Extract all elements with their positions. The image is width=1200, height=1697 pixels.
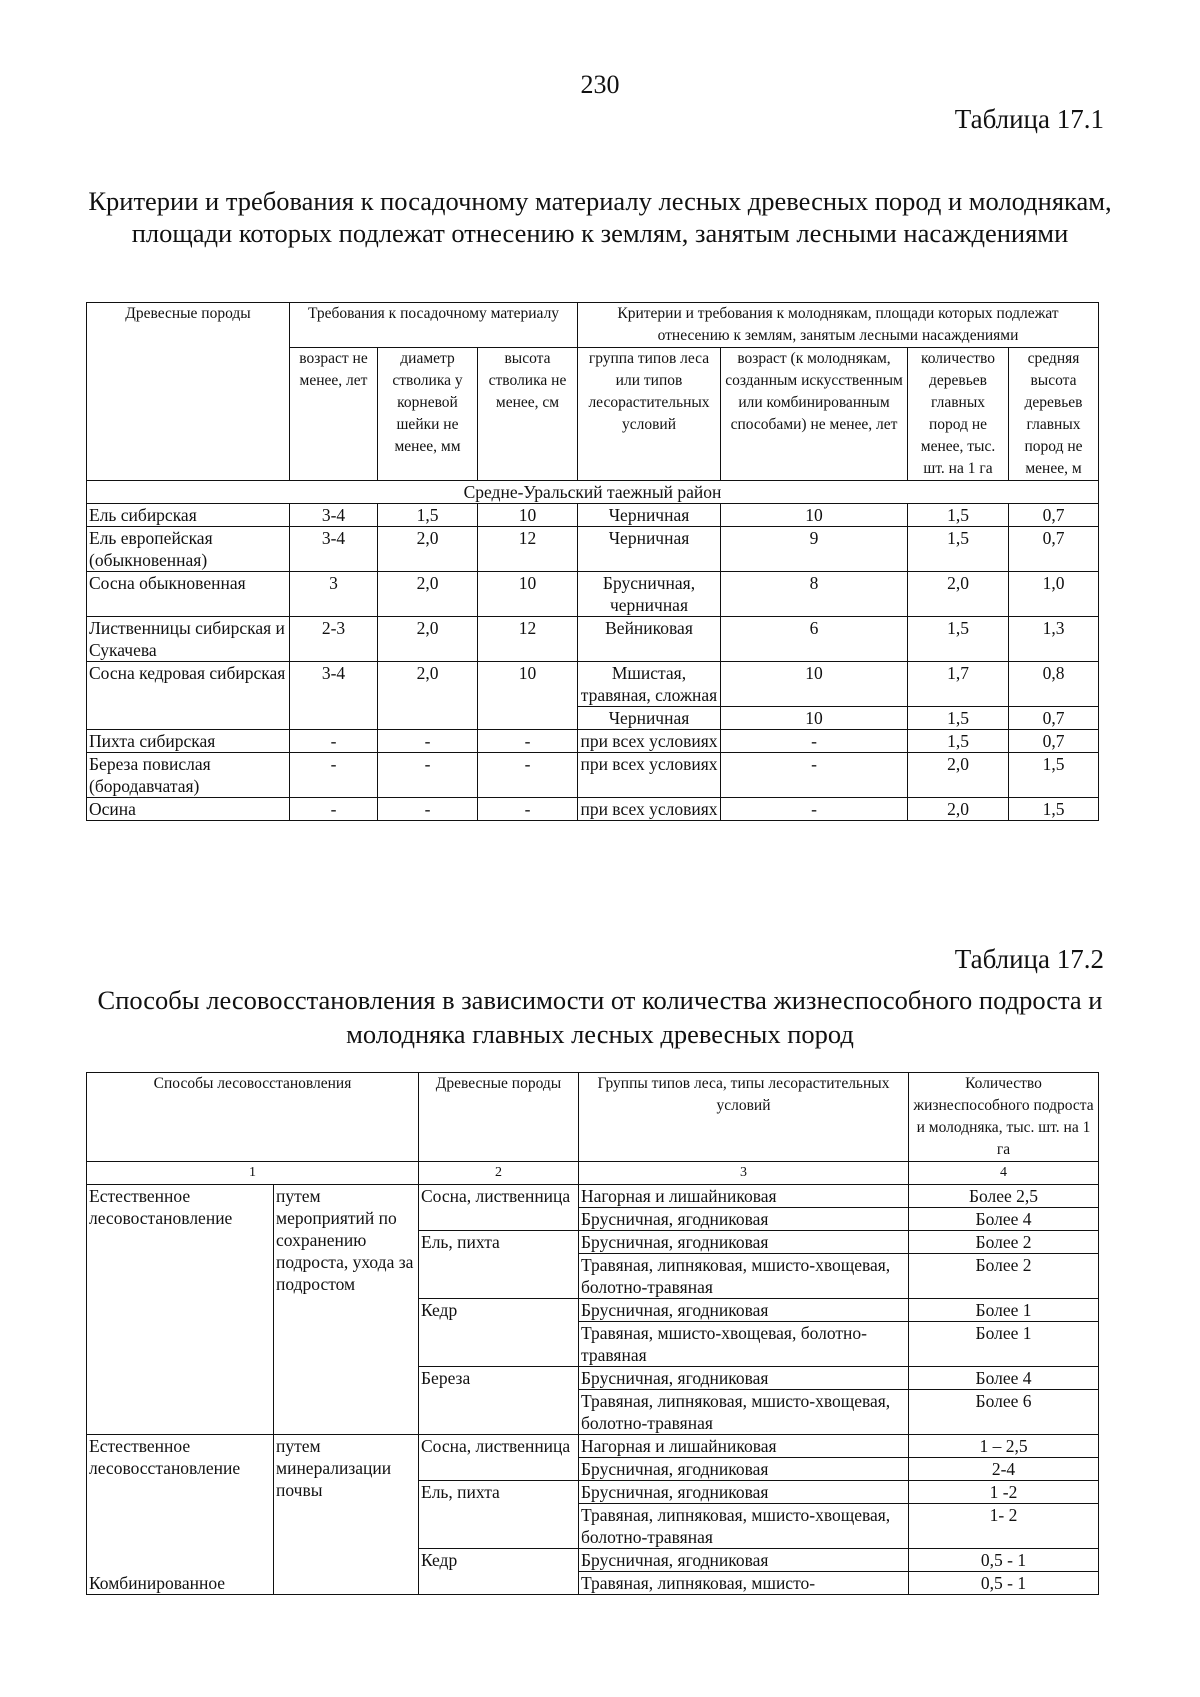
table1-caption: Таблица 17.1	[954, 104, 1104, 134]
species-cell: Ель европейская (обыкновенная)	[87, 527, 290, 572]
header-species: Древесные породы	[419, 1073, 579, 1162]
species-cell: Ель, пихта	[419, 1231, 579, 1299]
table-row: Естественное лесовосстановление путем минерализации почвы Сосна, лиственница Нагорная и лишайниковая 1 – 2,5	[87, 1435, 1099, 1458]
table-row: Черничная 10 1,5 0,7	[87, 707, 1099, 730]
table-row: Лиственницы сибирская и Сукачева 2-3 2,0 12 Вейниковая 6 1,5 1,3	[87, 617, 1099, 662]
table-row: Травяная, липняковая, мшисто- 0,5 - 1	[87, 1572, 1099, 1595]
page-number: 230	[580, 70, 620, 99]
table2-title: Способы лесовосстановления в зависимости от количества жизнеспособного подроста и молодняка главных лесных древесных пород	[97, 985, 1103, 1049]
species-cell: Осина	[87, 798, 290, 821]
header-height: высота стволика не менее, см	[478, 348, 578, 481]
table-row: Береза повислая (бородавчатая) - - - при всех условиях - 2,0 1,5	[87, 753, 1099, 798]
table-row: Пихта сибирская - - - при всех условиях - 1,5 0,7	[87, 730, 1099, 753]
header-forest-type: группа типов леса или типов лесорастительных условий	[578, 348, 721, 481]
table-row: Сосна кедровая сибирская 3-4 2,0 10 Мшистая, травяная, сложная 10 1,7 0,8	[87, 662, 1099, 707]
submethod-cell: путем мероприятий по сохранению подроста, ухода за подростом	[274, 1185, 419, 1435]
col-number: 4	[909, 1162, 1099, 1185]
table-row: Естественное лесовостановление путем мероприятий по сохранению подроста, ухода за подростом Сосна, лиственница Нагорная и лишайниковая Более 2,5	[87, 1185, 1099, 1208]
table-row: Травяная, липняковая, мшисто-хвощевая, болотно-травяная Более 2	[87, 1254, 1099, 1299]
table-row: Ель сибирская 3-4 1,5 10 Черничная 10 1,5 0,7	[87, 504, 1099, 527]
table2	[86, 1072, 1099, 1595]
col-number: 1	[87, 1162, 419, 1185]
method-cell: Комбинированное	[87, 1549, 274, 1595]
table-row: Брусничная, ягодниковая Более 4	[87, 1208, 1099, 1231]
region-row: Средне-Уральский таежный район	[87, 481, 1099, 504]
header-methods: Способы лесовосстановления	[87, 1073, 419, 1162]
species-cell: Сосна кедровая сибирская	[87, 662, 290, 730]
header-groups: Группы типов леса, типы лесорастительных условий	[579, 1073, 909, 1162]
table-row: Сосна обыкновенная 3 2,0 10 Брусничная, черничная 8 2,0 1,0	[87, 572, 1099, 617]
header-young-group: Критерии и требования к молоднякам, площади которых подлежат отнесению к землям, занятым лесными насаждениями	[578, 303, 1099, 348]
table-row: Ель, пихта Брусничная, ягодниковая Более 2	[87, 1231, 1099, 1254]
species-cell: Кедр	[419, 1549, 579, 1595]
species-cell: Береза повислая (бородавчатая)	[87, 753, 290, 798]
species-cell: Сосна, лиственница	[419, 1185, 579, 1231]
table-row: Береза Брусничная, ягодниковая Более 4	[87, 1367, 1099, 1390]
header-avg-height: средняя высота деревьев главных пород не менее, м	[1009, 348, 1099, 481]
table-row: Комбинированное Кедр Брусничная, ягодниковая 0,5 - 1	[87, 1549, 1099, 1572]
table-row: Ель, пихта Брусничная, ягодниковая 1 -2	[87, 1481, 1099, 1504]
method-cell: Естественное лесовосстановление	[87, 1435, 274, 1549]
species-cell: Береза	[419, 1367, 579, 1435]
species-cell: Ель, пихта	[419, 1481, 579, 1549]
species-cell: Кедр	[419, 1299, 579, 1367]
header-quantity: Количество жизнеспособного подроста и молодняка, тыс. шт. на 1 га	[909, 1073, 1099, 1162]
table-row: Травяная, липняковая, мшисто-хвощевая, болотно-травяная Более 6	[87, 1390, 1099, 1435]
header-species: Древесные породы	[87, 303, 290, 481]
table-row: Травяная, липняковая, мшисто-хвощевая, болотно-травяная 1- 2	[87, 1504, 1099, 1549]
table-row: Осина - - - при всех условиях - 2,0 1,5	[87, 798, 1099, 821]
species-cell: Лиственницы сибирская и Сукачева	[87, 617, 290, 662]
species-cell: Сосна, лиственница	[419, 1435, 579, 1481]
table1	[86, 302, 1099, 821]
header-young-age: возраст (к молоднякам, созданным искусственным или комбинированным способами) не менее, лет	[721, 348, 908, 481]
table2-caption: Таблица 17.2	[954, 944, 1104, 974]
table-row: Брусничная, ягодниковая 2-4	[87, 1458, 1099, 1481]
species-cell: Пихта сибирская	[87, 730, 290, 753]
table-row: Кедр Брусничная, ягодниковая Более 1	[87, 1299, 1099, 1322]
submethod-cell: путем минерализации почвы	[274, 1435, 419, 1595]
col-number: 2	[419, 1162, 579, 1185]
header-planting-group: Требования к посадочному материалу	[290, 303, 578, 348]
species-cell: Сосна обыкновенная	[87, 572, 290, 617]
header-diameter: диаметр стволика у корневой шейки не менее, мм	[378, 348, 478, 481]
col-number: 3	[579, 1162, 909, 1185]
header-age: возраст не менее, лет	[290, 348, 378, 481]
method-cell: Естественное лесовостановление	[87, 1185, 274, 1435]
header-tree-count: количество деревьев главных пород не менее, тыс. шт. на 1 га	[908, 348, 1009, 481]
table-row: Травяная, мшисто-хвощевая, болотно-травяная Более 1	[87, 1322, 1099, 1367]
table-row: Ель европейская (обыкновенная) 3-4 2,0 12 Черничная 9 1,5 0,7	[87, 527, 1099, 572]
table1-title: Критерии и требования к посадочному материалу лесных древесных пород и молоднякам, площади которых подлежат отнесению к землям, занятым лесными насаждениями	[88, 186, 1112, 248]
species-cell: Ель сибирская	[87, 504, 290, 527]
